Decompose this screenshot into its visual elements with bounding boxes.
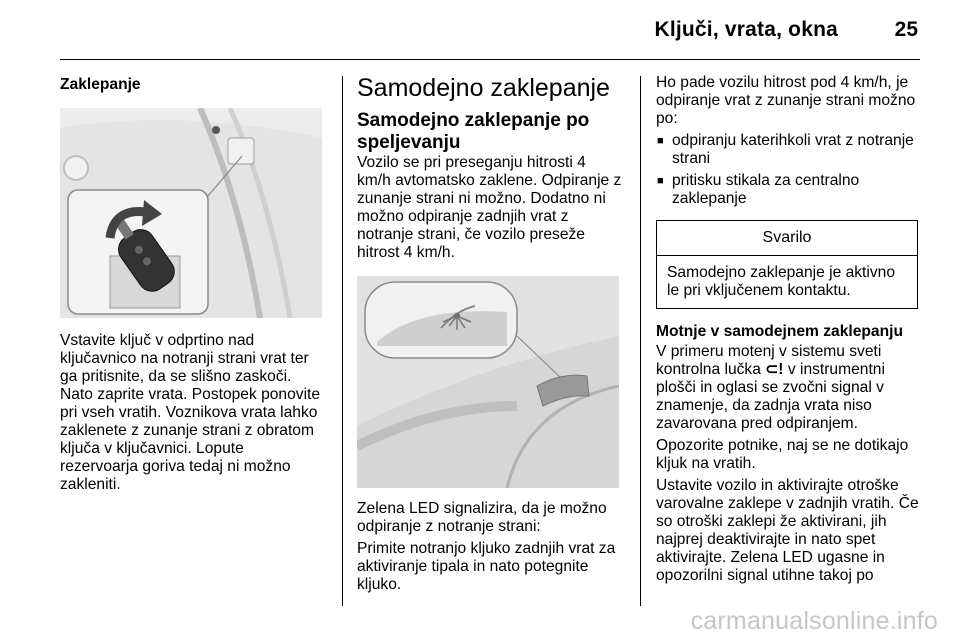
list-item-text: pritisku stikala za centralno zaklepanje	[672, 172, 860, 207]
page-number: 25	[894, 18, 918, 41]
column-1	[60, 74, 326, 498]
column-divider-2	[640, 76, 641, 606]
col3-paragraph-1: Ho pade vozilu hitrost pod 4 km/h, je odpiranje vrat z zunanje strani možno po:	[656, 74, 916, 127]
list-item	[656, 132, 922, 168]
section-heading-zaklepanje: Zaklepanje	[60, 76, 141, 93]
sub-heading: Samodejno zaklepanje po speljevanju	[357, 110, 590, 153]
col2-paragraph-3: Primite notranjo kljuko zadnjih vrat za aktiviranje tipala in nato potegnite kljuko.	[357, 540, 616, 593]
col3-paragraph-2	[656, 343, 922, 433]
section-heading-motnje: Motnje v samodejnem zaklepanju	[656, 323, 903, 340]
column-3	[656, 74, 922, 589]
col3-paragraph-2-end: v instrumentni plošči in oglasi se zvočni signal v znamenje, da zadnja vrata niso zavarovana pred odpiranjem.	[656, 361, 885, 432]
col3-paragraph-2-start: V primeru motenj v sistemu sveti kontrolna lučka	[656, 343, 882, 378]
warning-box	[656, 220, 918, 309]
door-handle-led-illustration	[357, 276, 619, 488]
col1-paragraph: Vstavite ključ v odprtino nad ključavnico na notranji strani vrat ter ga pritisnite, da se slišno zaskoči. Nato zaprite vrata. Postopek ponovite pri vseh vratih. Voznikova vrata lahko zaklenete z zunanje strani z obratom ključa v ključavnici. Lopute rezervoarja goriva tedaj ni možno zakleniti.	[60, 332, 321, 493]
door-warning-lamp-icon: ⊂!	[765, 361, 784, 378]
col2-paragraph-1: Vozilo se pri preseganju hitrosti 4 km/h avtomatsko zaklene. Odpiranje z zunanje strani ni možno. Dodatno ni možno odpiranje zadnjih vrat z notranje strani, če vozilo preseže hitrost 4 km/h.	[357, 154, 622, 261]
col2-paragraph-2: Zelena LED signalizira, da je možno odpiranje z notranje strani:	[357, 500, 607, 535]
page-header-title: Ključi, vrata, okna	[654, 18, 838, 41]
col3-paragraph-4: Ustavite vozilo in aktivirajte otroške varovalne zaklepe v zadnjih vratih. Če so otroški zaklepi že aktivirani, jih najprej deaktivirajte in nato spet aktivirajte. Zelena LED ugasne in opozorilni signal utihne takoj po	[656, 477, 919, 584]
bullet-square-icon: ■	[657, 135, 664, 147]
column-2	[357, 74, 623, 598]
list-item-text: odpiranju katerihkoli vrat z notranje strani	[672, 132, 914, 167]
watermark: carmanualsonline.info	[690, 607, 938, 635]
unlock-conditions-list	[656, 132, 922, 208]
list-item	[656, 172, 922, 208]
column-divider-1	[342, 76, 343, 606]
key-in-lock-illustration	[60, 108, 322, 318]
col3-paragraph-3: Opozorite potnike, naj se ne dotikajo kljuk na vratih.	[656, 437, 909, 472]
bullet-square-icon: ■	[657, 175, 664, 187]
warning-text: Samodejno zaklepanje je aktivno le pri vključenem kontaktu.	[667, 264, 895, 299]
main-heading: Samodejno zaklepanje	[357, 74, 610, 102]
warning-title: Svarilo	[657, 221, 917, 256]
header-divider	[60, 59, 920, 60]
